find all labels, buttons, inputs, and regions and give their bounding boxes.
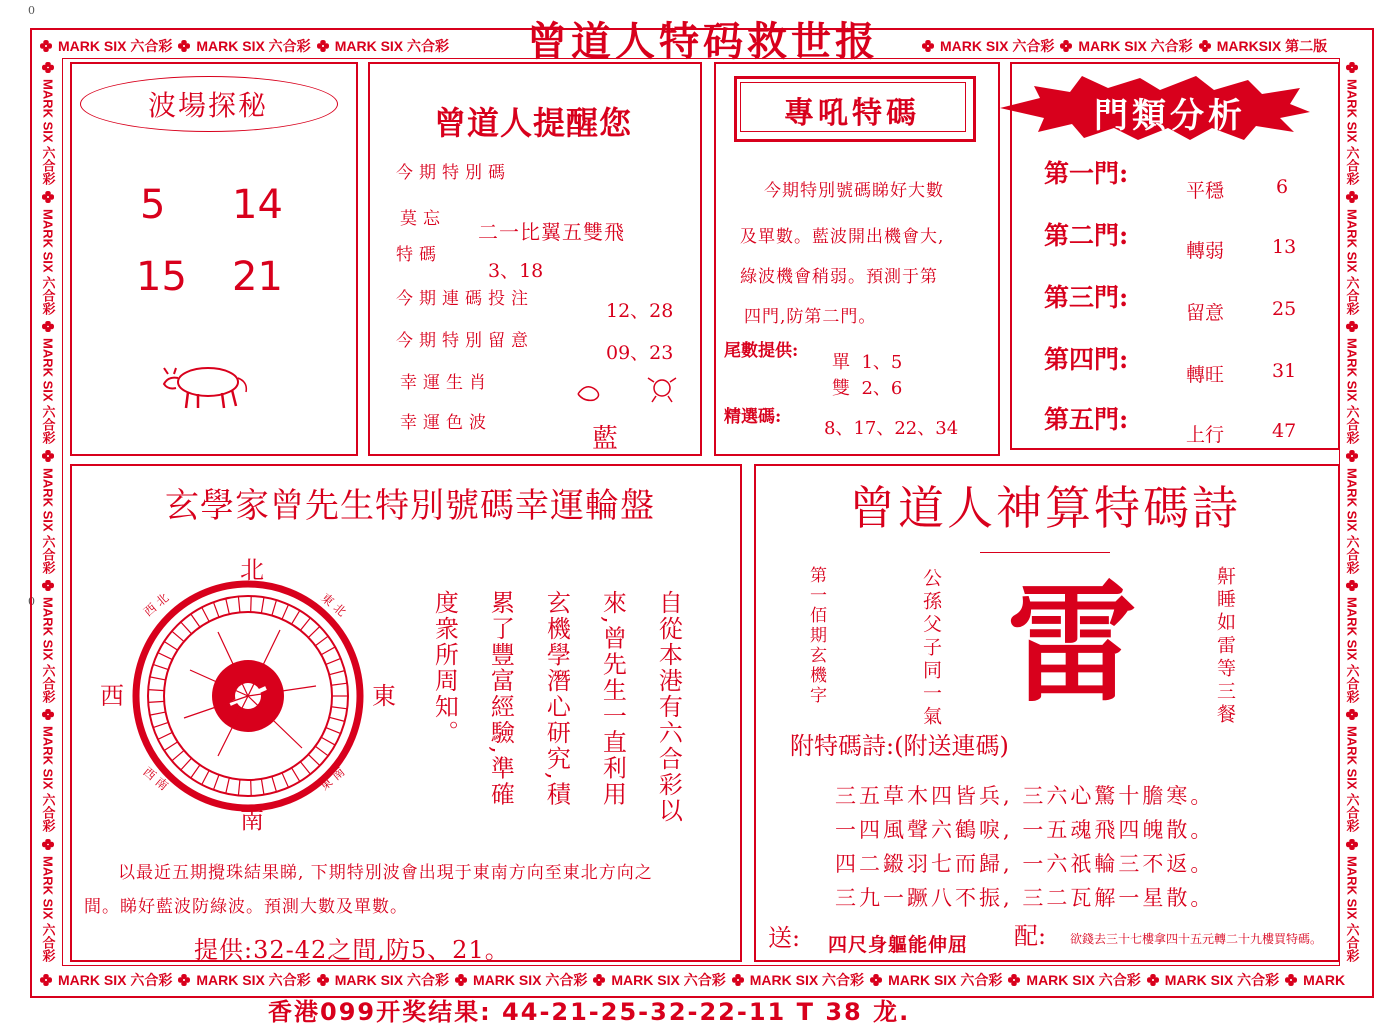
panel2-title: 曾道人提醒您 [433, 104, 632, 142]
gate-desc: 上行 [1186, 424, 1225, 446]
flower-icon [317, 40, 329, 52]
wheel-tick [238, 780, 240, 796]
hot-number: 14 [232, 182, 283, 228]
direction-north: 北 [240, 556, 264, 584]
wheel-tick [300, 618, 310, 631]
wheel-tick [308, 754, 319, 765]
reminder-value: 二一比翼五雙飛 [478, 220, 625, 244]
ox-illustration [160, 360, 252, 412]
gate-num: 25 [1272, 298, 1297, 320]
gate-num: 31 [1272, 360, 1297, 382]
flower-icon [1346, 450, 1358, 461]
poem-line: 三五草木四皆兵, 三六心驚十膽寒。 [835, 784, 1215, 808]
tail-row: 雙 2、6 [832, 378, 903, 399]
flower-icon [42, 580, 54, 591]
wheel-tick [308, 626, 319, 637]
flower-icon [42, 450, 54, 461]
wheel-tick [261, 779, 264, 795]
flower-icon [1346, 709, 1358, 720]
wheel-tick [181, 758, 192, 770]
story-column: 累了豐富經驗,準確 [486, 590, 515, 808]
panel4-title: 門類分析 [1094, 96, 1246, 136]
flower-icon [1346, 321, 1358, 332]
left-border: MARK SIX 六合彩 MARK SIX 六合彩 MARK SIX 六合彩 MARK SIX 六合彩 MARK SIX 六合彩 MARK SIX 六合彩 MARK SIX 六合彩 [38, 62, 58, 962]
draw-result: 香港099开奖结果: 44-21-25-32-22-11 T 38 龙. [268, 998, 911, 1026]
wheel-tick [191, 614, 200, 627]
scan-mark: 0 [28, 4, 35, 17]
match-label: 配: [1014, 922, 1047, 950]
wheel-tick [326, 658, 341, 664]
flower-icon [42, 839, 54, 850]
flower-icon [1346, 580, 1358, 591]
tail-label: 尾數提供: [724, 341, 799, 361]
bottom-border: MARK SIX 六合彩 MARK SIX 六合彩 MARK SIX 六合彩 MARK SIX 六合彩 MARK SIX 六合彩 MARK SIX 六合彩 MARK SIX 六合彩 MARK SIX 六合彩 MARK SIX 六合彩 MARK [40, 970, 1365, 990]
panel3-title: 專吼特碼 [784, 96, 920, 131]
gate-desc: 留意 [1186, 302, 1225, 324]
flower-icon [1147, 974, 1159, 986]
gate-num: 47 [1272, 420, 1297, 442]
wheel-tick [315, 746, 328, 756]
panel3-text: 今期特別號碼睇好大數 [764, 181, 944, 201]
wheel-tick [191, 765, 200, 778]
gate-label: 第一門: [1044, 159, 1129, 188]
flower-icon [178, 974, 190, 986]
flower-icon [317, 974, 329, 986]
riddle-big-character: 雷 [1006, 567, 1137, 720]
hot-number: 5 [140, 182, 166, 228]
panel5-title: 玄學家曾先生特別號碼幸運輪盤 [165, 486, 655, 526]
wheel-tick [164, 742, 177, 751]
title-rule [980, 552, 1110, 553]
reminder-value: 3、18 [488, 260, 544, 282]
hot-number: 15 [136, 254, 187, 300]
wheel-tick [272, 600, 277, 615]
gate-label: 第五門: [1044, 405, 1129, 434]
wheel-tick [326, 728, 341, 734]
flower-icon [1346, 839, 1358, 850]
wheel-tick [282, 773, 288, 788]
panel1-title: 波場探秘 [147, 89, 268, 122]
wheel-tick [292, 610, 300, 624]
flower-icon [455, 974, 467, 986]
gate-label: 第二門: [1044, 221, 1129, 250]
match-text: 欲錢去三十七樓拿四十五元轉二十九樓買特碼。 [1070, 932, 1323, 946]
poem-line: 三九一蹶八不振, 三二瓦解一星散。 [835, 886, 1215, 910]
wheel-tick [148, 690, 164, 691]
flower-icon [1346, 62, 1358, 73]
wheel-tick [321, 737, 335, 745]
reminder-label: 今期特別碼 [396, 163, 511, 183]
direction-south: 南 [240, 806, 264, 834]
flower-icon [1008, 974, 1020, 986]
reminder-label: 莫忘 [400, 209, 446, 229]
wheel-tick [213, 602, 219, 617]
attached-poem-label: 附特碼詩:(附送連碼) [790, 732, 1009, 760]
hot-number: 21 [232, 254, 283, 300]
poem-line: 一四風聲六鶴唳, 一五魂飛四魄散。 [835, 818, 1215, 842]
gate-desc: 轉弱 [1186, 240, 1225, 262]
gate-desc: 平穩 [1186, 180, 1225, 202]
tail-row: 單 1、5 [832, 352, 903, 373]
gate-num: 6 [1276, 176, 1289, 198]
wheel-tick [148, 701, 164, 702]
flower-icon [42, 62, 54, 73]
reminder-value: 09、23 [606, 342, 674, 364]
wheel-tick [238, 596, 240, 612]
pick-label: 精選碼: [724, 407, 782, 427]
flower-icon [40, 974, 52, 986]
wheel-tick [164, 641, 177, 650]
wheel-tick [150, 712, 166, 715]
wheel-tick [202, 607, 209, 621]
poem-column-right: 鼾睡如雷等三餐 [1214, 566, 1236, 727]
right-border: MARK SIX 六合彩 MARK SIX 六合彩 MARK SIX 六合彩 MARK SIX 六合彩 MARK SIX 六合彩 MARK SIX 六合彩 MARK SIX 六合彩 [1342, 62, 1362, 962]
reminder-label: 今期連碼投注 [396, 289, 534, 309]
top-border-left: MARK SIX 六合彩 MARK SIX 六合彩 MARK SIX 六合彩 [40, 36, 480, 56]
wheel-tick [272, 777, 277, 792]
panel3-text: 四門,防第二門。 [744, 307, 877, 327]
zodiac-animals-icon [572, 372, 682, 406]
flower-icon [1060, 40, 1072, 52]
wheel-tick [329, 671, 344, 675]
wheel-tick [213, 775, 219, 790]
wheel-tick [172, 750, 184, 760]
flower-icon [732, 974, 744, 986]
wheel-tick [321, 647, 335, 655]
wheel-tick [292, 768, 300, 782]
wheel-tick [315, 636, 328, 646]
wheel-tick [282, 605, 288, 620]
scan-mark: 0 [28, 595, 35, 608]
panel3-text: 綠波機會稍弱。預測于第 [740, 267, 938, 287]
wheel-tick [331, 707, 347, 709]
panel6-title: 曾道人神算特碼詩 [849, 481, 1241, 535]
direction-sw: 西 南 [140, 764, 171, 794]
gate-desc: 轉旺 [1186, 364, 1225, 386]
poem-column-left: 第一佰期玄機字 [806, 566, 826, 706]
wheel-paragraph: 間。睇好藍波防綠波。預測大數及單數。 [84, 897, 408, 917]
flower-icon [42, 709, 54, 720]
flower-icon [870, 974, 882, 986]
pick-value: 8、17、22、34 [824, 418, 959, 439]
provide-range: 提供:32-42之間,防5、21。 [194, 936, 510, 964]
poem-column-mid: 公孫父子同一氣 [920, 568, 942, 729]
lucky-color: 藍 [592, 424, 619, 454]
gate-label: 第三門: [1044, 283, 1129, 312]
flower-icon [1285, 974, 1297, 986]
top-border-right: MARK SIX 六合彩 MARK SIX 六合彩 MARKSIX 第二版 [922, 36, 1362, 56]
masthead-title: 曾道人特码救世报 [527, 18, 879, 65]
wheel-tick [153, 722, 168, 727]
flower-icon [178, 40, 190, 52]
wheel-tick [158, 653, 172, 660]
story-column: 度衆所周知。 [430, 590, 459, 746]
direction-nw: 西 北 [141, 590, 172, 620]
wheel-tick [226, 599, 230, 615]
wheel-tick [202, 770, 209, 784]
send-text: 四尺身軀能伸屈 [828, 934, 969, 956]
gate-num: 13 [1272, 236, 1297, 258]
poem-line: 四二鎩羽七而歸, 一六祇輪三不返。 [835, 852, 1215, 876]
flower-icon [922, 40, 934, 52]
reminder-value: 12、28 [606, 300, 674, 322]
wheel-paragraph: 以最近五期攪珠結果睇, 下期特別波會出現于東南方向至東北方向之 [118, 863, 653, 883]
reminder-label: 特碼 [396, 245, 442, 265]
wheel-tick [226, 778, 230, 794]
wheel-tick [300, 762, 310, 775]
flower-icon [1199, 40, 1211, 52]
wheel-tick [181, 622, 192, 634]
wheel-tick [329, 717, 344, 721]
wheel-tick [150, 677, 166, 680]
wheel-tick [172, 631, 184, 641]
send-label: 送: [768, 924, 801, 952]
wheel-tick [261, 597, 264, 613]
direction-se: 東 南 [317, 764, 348, 794]
story-column: 玄機學潛心研究,積 [542, 590, 571, 808]
flower-icon [1346, 191, 1358, 202]
flower-icon [42, 191, 54, 202]
direction-ne: 東 北 [318, 590, 349, 620]
flower-icon [42, 321, 54, 332]
story-column: 自從本港有六合彩以 [654, 590, 683, 824]
reminder-label: 幸運生肖 [400, 373, 492, 393]
wheel-tick [251, 780, 252, 796]
flower-icon [593, 974, 605, 986]
wheel-tick [331, 683, 347, 685]
panel3-text: 及單數。藍波開出機會大, [740, 227, 945, 247]
wheel-tick [251, 596, 252, 612]
gate-label: 第四門: [1044, 345, 1129, 374]
flower-icon [40, 40, 52, 52]
story-column: 來,曾先生一直利用 [598, 590, 627, 808]
direction-west: 西 [100, 682, 124, 710]
wheel-tick [158, 732, 172, 739]
reminder-label: 幸運色波 [400, 413, 492, 433]
reminder-label: 今期特別留意 [396, 331, 534, 351]
direction-east: 東 [372, 682, 396, 710]
wheel-tick [153, 664, 168, 669]
